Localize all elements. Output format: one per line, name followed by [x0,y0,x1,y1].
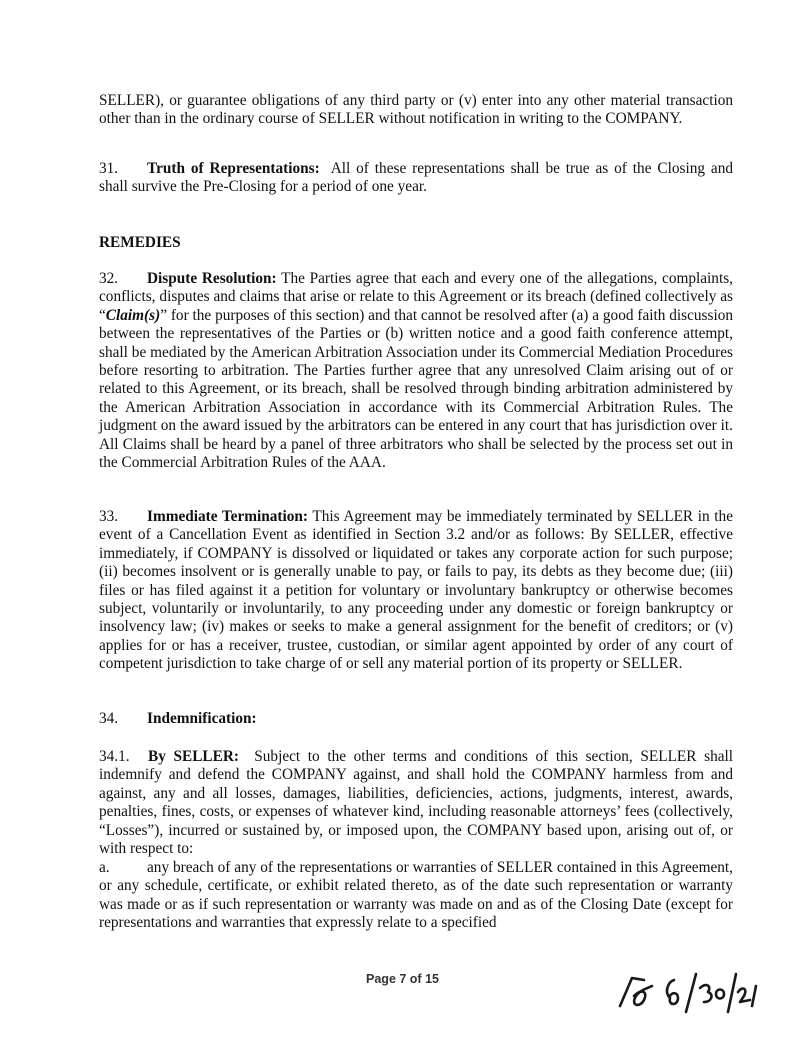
defined-term-claims: Claim(s) [105,306,161,324]
section-34-1-title: By SELLER: [148,748,239,765]
total-pages: 15 [425,972,439,986]
list-item-a-text: any breach of any of the representations or warranties of SELLER contained in this Agreement, or any schedule, certificate, or exhibit related thereto, as of the date such representation or warranty was made or as if such representation or warranty was made on and as of the Closing Date (except for representations and warranties that expressly relate to a specified [99,859,733,932]
section-31-text: All of these representations shall be true as of the Closing and shall survive the Pre-Closing for a period of one year. [99,160,733,196]
current-page: 7 [399,972,407,986]
paragraph-continuation-text: SELLER), or guarantee obligations of any third party or (v) enter into any other material transaction other than in the ordinary course of SELLER without notification in writing to the COMPANY. [99,92,733,128]
section-32 [99,270,733,472]
section-34-title: Indemnification: [147,710,257,727]
page-of: of [406,972,426,986]
section-34-1-text: Subject to the other terms and conditions of this section, SELLER shall indemnify and defend the COMPANY against, and shall hold the COMPANY harmless from and against, any and all losses, damages, liabilities, deficiencies, actions, judgments, interest, awards, penalties, fines, costs, or expenses of whatever kind, including reasonable attorneys’ fees (collectively, “Losses”), incurred or sustained by, or imposed upon, the COMPANY based upon, arising out of, or with respect to: [99,748,734,858]
section-31 [99,160,733,197]
list-item-a-label: a. [99,859,110,876]
section-32-title: Dispute Resolution: [147,270,277,287]
section-34-1 [99,748,733,858]
section-33 [99,508,733,674]
paragraph-continuation [99,92,733,129]
remedies-heading: REMEDIES [99,234,181,251]
section-33-text: This Agreement may be immediately terminated by SELLER in the event of a Cancellation Event as identified in Section 3.2 and/or as follows: By SELLER, effective immediately, if COMPANY is dissolved or liquidated or takes any corporate action for such purpose; (ii) becomes insolvent or is generally unable to pay, or fails to pay, its debts as they become due; (iii) files or has filed against it a petition for voluntary or involuntary bankruptcy or otherwise becomes subject, voluntarily or involuntarily, to any proceeding under any domestic or foreign bankruptcy or insolvency law; (iv) makes or seeks to make a general assignment for the benefit of creditors; or (v) applies for or has a receiver, trustee, custodian, or similar agent appointed by order of any court of competent jurisdiction to take charge of or sell any material portion of its property or SELLER. [99,508,733,673]
section-31-number: 31. [99,160,119,177]
list-item-a [99,859,733,933]
page-label: Page [366,972,400,986]
section-34-1-number: 34.1. [99,748,130,765]
section-32-number: 32. [99,270,119,287]
section-33-title: Immediate Termination: [147,508,308,525]
section-32-text-b: ” for the purposes of this section) and that cannot be resolved after (a) a good faith discussion between the representatives of the Parties or (b) written notice and a good faith conference attempt, shall be mediated by the American Arbitration Association under its Commercial Mediation Procedures before resorting to arbitration. The Parties further agree that any unresolved Claim arising out of or related to this Agreement, or its breach, shall be resolved through binding arbitration administered by the American Arbitration Association in accordance with its Commercial Arbitration Rules. The judgment on the award issued by the arbitrators can be entered in any court that has jurisdiction over it. All Claims shall be heard by a panel of three arbitrators who shall be selected by the process set out in the Commercial Arbitration Rules of the AAA. [99,306,733,472]
section-34 [99,710,733,728]
handwritten-initials-date-signature [612,966,762,1016]
section-34-number: 34. [99,710,119,727]
section-32-text-a: The Parties agree that each and every one of the allegations, complaints, conflicts, disputes and claims that arise or relate to this Agreement or its breach (defined collectively as “ [99,270,733,324]
section-31-title: Truth of Representations: [147,160,320,177]
section-33-number: 33. [99,508,119,525]
